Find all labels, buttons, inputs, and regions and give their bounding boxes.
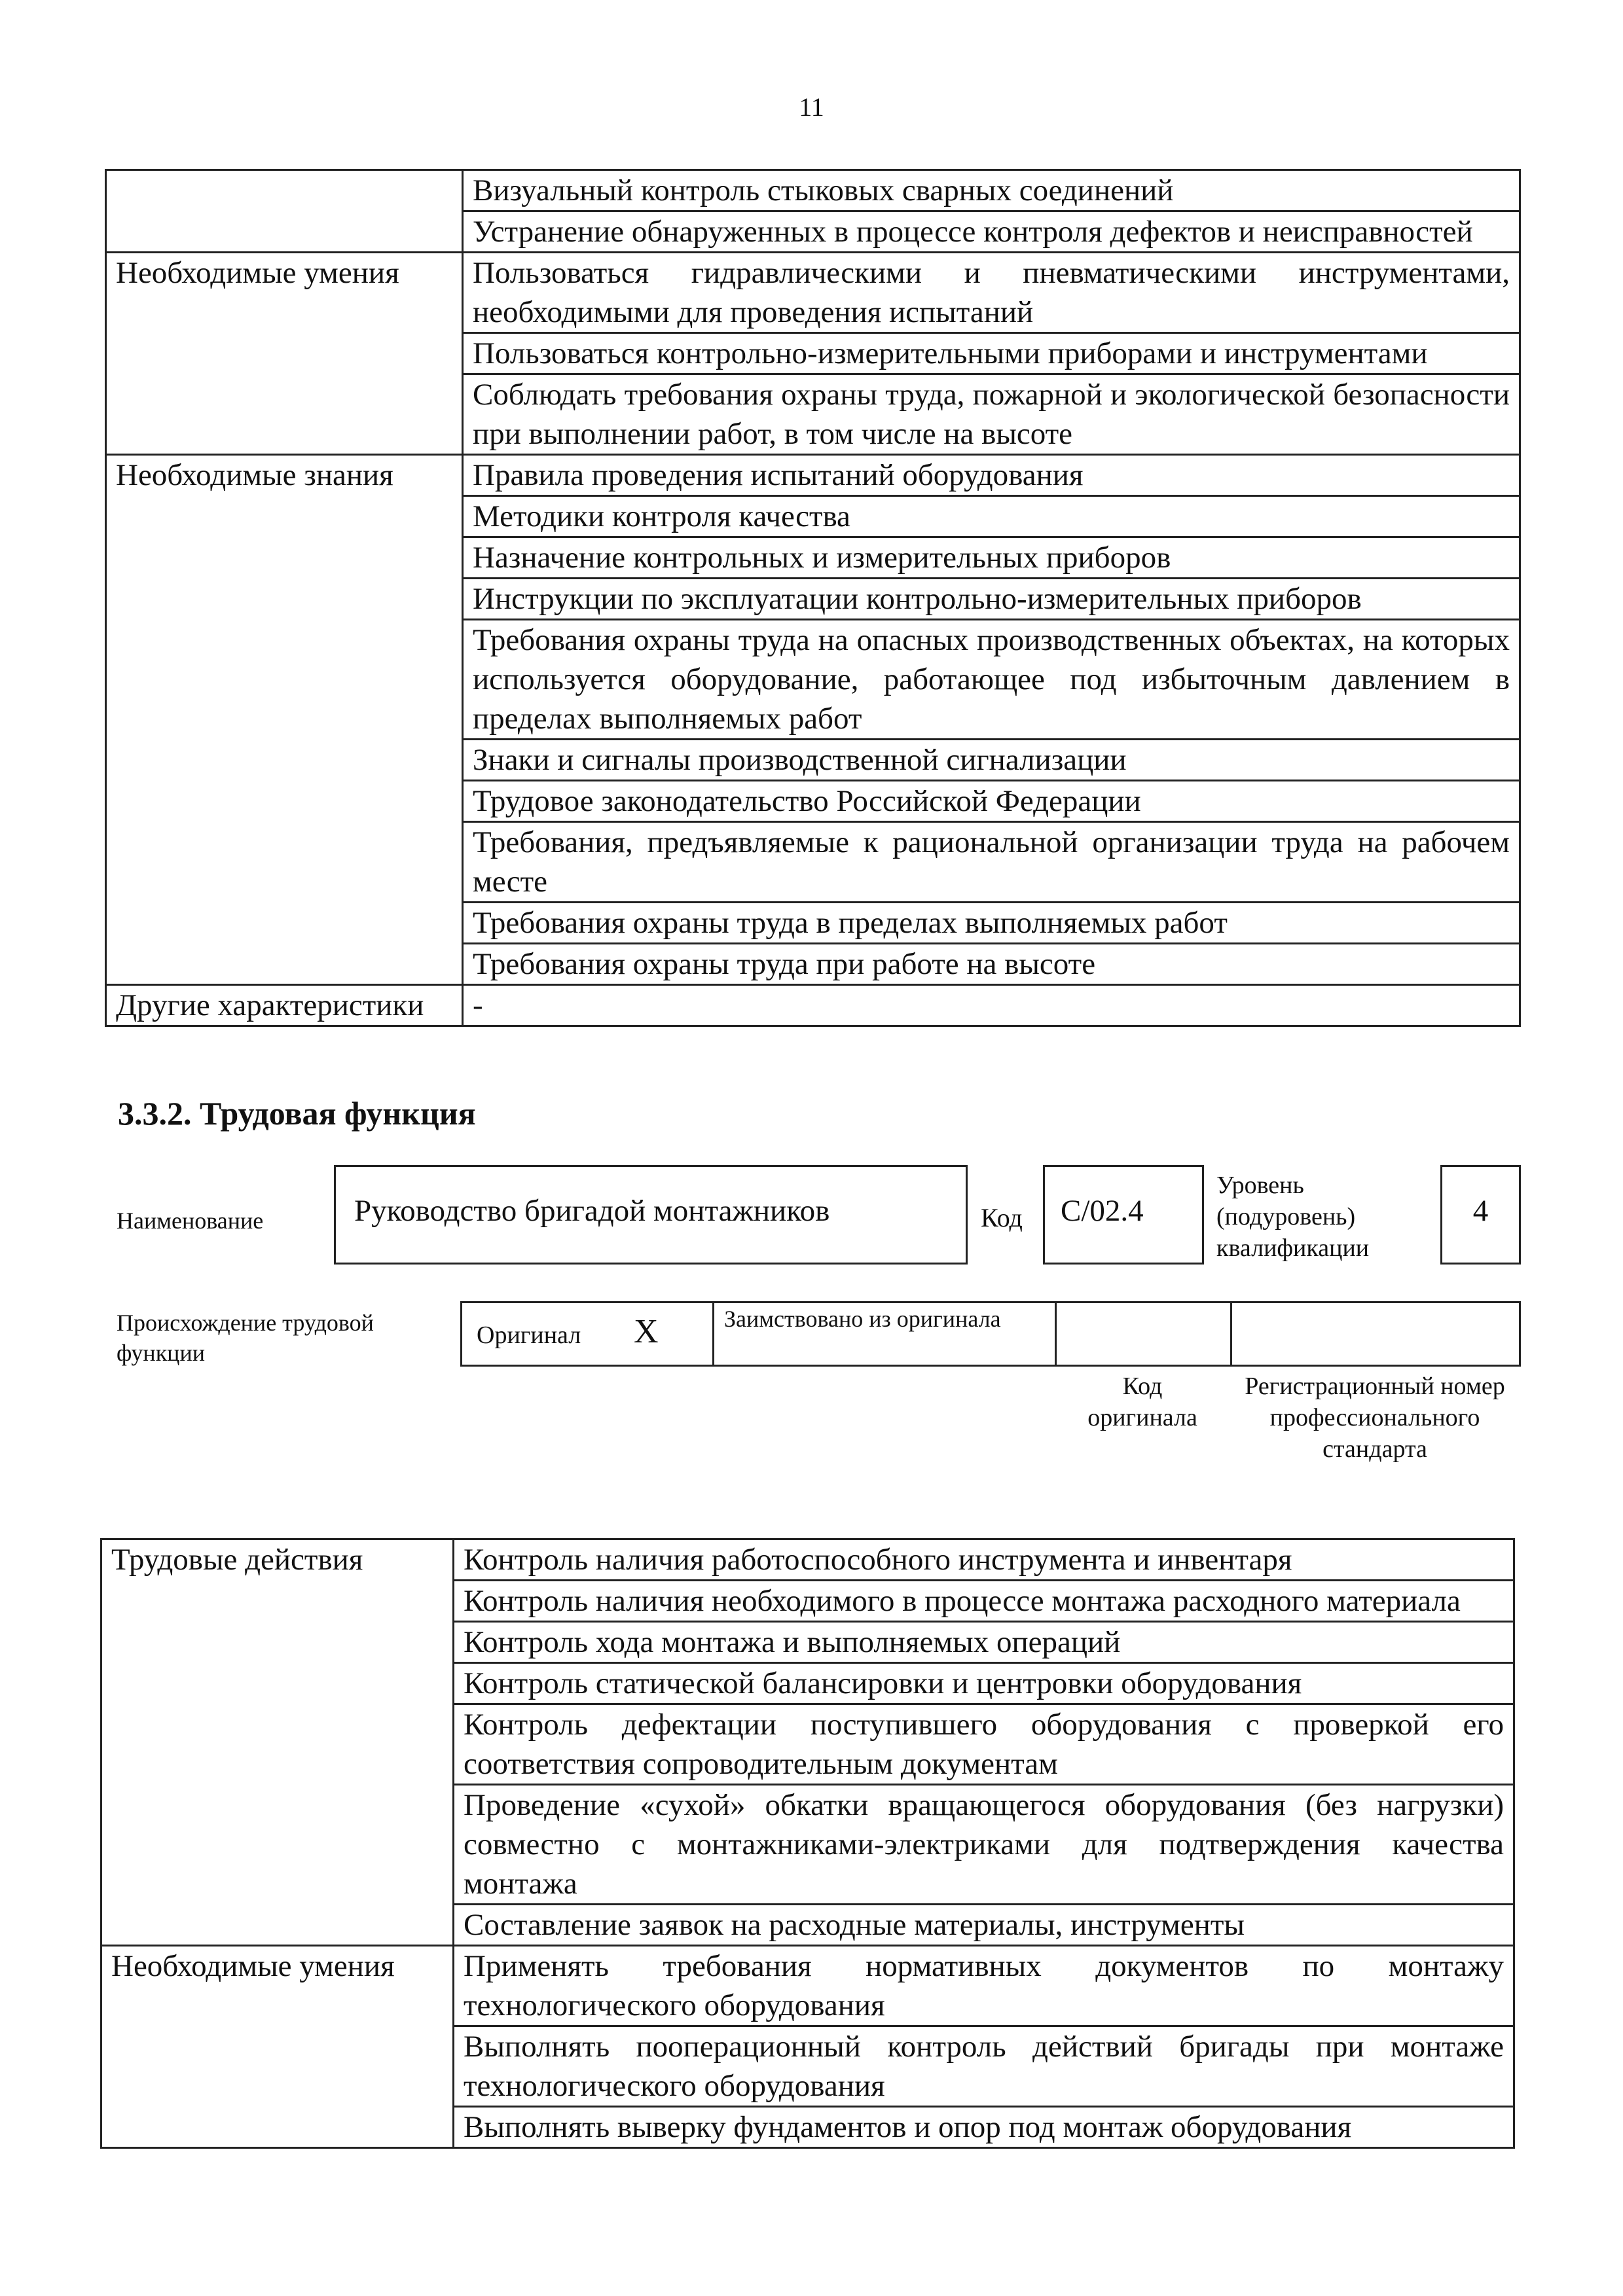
row-item: - [463,985,1520,1026]
row-label: Другие характеристики [106,985,463,1026]
row-item: Контроль хода монтажа и выполняемых операций [454,1622,1514,1663]
row-item: Визуальный контроль стыковых сварных соединений [463,170,1520,211]
code-label: Код [981,1203,1023,1232]
level-value-box [1440,1165,1521,1265]
origin-label: Происхождение трудовой функции [117,1310,374,1366]
row-item: Требования охраны труда на опасных производственных объектах, на которых используется оборудование, работающее под избыточным давлением в пределах выполняемых работ [463,620,1520,740]
row-item: Требования охраны труда при работе на высоте [463,944,1520,985]
row-item: Применять требования нормативных документов по монтажу технологического оборудования [454,1946,1514,2026]
row-item: Правила проведения испытаний оборудования [463,455,1520,496]
reg-caption: Регистрационный номер профессионального стандарта [1245,1372,1505,1463]
row-item: Требования охраны труда в пределах выполняемых работ [463,903,1520,944]
row-item: Контроль дефектации поступившего оборудования с проверкой его соответствия сопроводительным документам [454,1704,1514,1785]
row-item: Соблюдать требования охраны труда, пожарной и экологической безопасности при выполнении работ, в том числе на высоте [463,374,1520,455]
row-item: Инструкции по эксплуатации контрольно-измерительных приборов [463,579,1520,620]
table-row [106,170,1520,211]
row-item: Назначение контрольных и измерительных приборов [463,537,1520,579]
table-row [101,1946,1514,2026]
row-item: Требования, предъявляемые к рациональной организации труда на рабочем месте [463,822,1520,903]
divider [1230,1303,1232,1365]
row-label [106,170,463,253]
row-item: Контроль наличия необходимого в процессе монтажа расходного материала [454,1581,1514,1622]
name-value: Руководство бригадой монтажников [354,1194,830,1228]
table-row [106,985,1520,1026]
row-item: Контроль наличия работоспособного инструмента и инвентаря [454,1539,1514,1581]
row-label: Необходимые умения [101,1946,454,2148]
page-number: 11 [799,92,824,122]
table-row [101,1539,1514,1581]
original-mark: X [634,1313,659,1350]
divider [1055,1303,1057,1365]
requirements-table-1 [105,169,1521,1027]
code-value-box [1043,1165,1204,1265]
section-heading: 3.3.2. Трудовая функция [118,1095,476,1132]
code-value: С/02.4 [1061,1194,1144,1228]
row-item: Контроль статической балансировки и центровки оборудования [454,1663,1514,1704]
row-item: Выполнять выверку фундаментов и опор под монтаж оборудования [454,2107,1514,2148]
row-label: Необходимые знания [106,455,463,985]
row-item: Составление заявок на расходные материалы, инструменты [454,1905,1514,1946]
row-item: Устранение обнаруженных в процессе контроля дефектов и неисправностей [463,211,1520,253]
divider [712,1303,714,1365]
original-label: Оригинал [477,1321,581,1349]
origin-box [460,1301,1521,1367]
row-item: Выполнять пооперационный контроль действий бригады при монтаже технологического оборудования [454,2026,1514,2107]
level-value: 4 [1472,1194,1489,1228]
code-caption: Код оригинала [1087,1372,1197,1431]
requirements-table-2 [100,1538,1515,2149]
row-item: Пользоваться гидравлическими и пневматическими инструментами, необходимыми для проведения испытаний [463,253,1520,333]
name-label: Наименование [117,1208,264,1234]
table-row [106,253,1520,333]
row-label: Необходимые умения [106,253,463,455]
row-item: Методики контроля качества [463,496,1520,537]
row-item: Трудовое законодательство Российской Федерации [463,781,1520,822]
row-label: Трудовые действия [101,1539,454,1946]
borrowed-label: Заимствовано из оригинала [724,1306,1001,1332]
row-item: Пользоваться контрольно-измерительными приборами и инструментами [463,333,1520,374]
row-item: Проведение «сухой» обкатки вращающегося оборудования (без нагрузки) совместно с монтажниками-электриками для подтверждения качества монтажа [454,1785,1514,1905]
level-label: Уровень (подуровень) квалификации [1216,1172,1370,1262]
table-row [106,455,1520,496]
row-item: Знаки и сигналы производственной сигнализации [463,740,1520,781]
name-value-box [334,1165,968,1265]
